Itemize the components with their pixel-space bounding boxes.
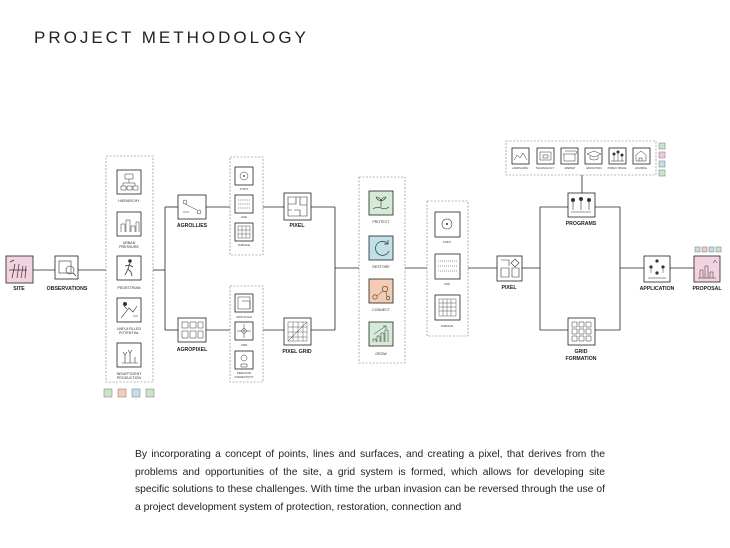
surface-label-top: SURFACE	[237, 244, 251, 247]
landscape-icon	[512, 148, 529, 164]
element-direction-connectivity	[234, 351, 254, 379]
urban-label: URBAN	[122, 241, 136, 245]
market-label: MARKET	[564, 167, 576, 170]
observations-label: OBSERVATIONS	[46, 286, 88, 292]
production-label: PRODUCTION	[116, 376, 142, 380]
unfulfilled-label: UNFULFILLED	[116, 327, 142, 331]
pixel-grid-node	[282, 318, 312, 355]
landscape-label: LANDSCAPE	[512, 167, 528, 170]
education-icon	[585, 148, 602, 164]
element-point-mid	[435, 212, 460, 244]
public-space-label: PUBLIC SPACE	[607, 167, 627, 170]
observation-urban-pressure	[117, 212, 141, 249]
observation-pedestrian	[117, 256, 141, 290]
point-label-top: POINT	[240, 188, 248, 191]
agropixel-label: AGROPIXEL	[176, 347, 208, 353]
technology-label: TECHNOLOGY	[535, 167, 555, 170]
element-grid-scale	[235, 294, 253, 319]
hierarchy-label: HIERARCHY	[118, 199, 140, 203]
site-label: SITE	[13, 286, 25, 292]
agropixel-node	[177, 318, 208, 353]
agrollies-label: AGROLLIES	[176, 223, 208, 229]
pixel-grid-label: PIXEL GRID	[282, 349, 312, 355]
action-connect	[369, 279, 393, 312]
housing-label: HOUSING	[634, 167, 648, 170]
potential-label: POTENTIAL	[119, 331, 139, 335]
grow-label: GROW	[375, 352, 387, 356]
point-label-mid: POINT	[443, 241, 451, 244]
observation-insufficient-production	[117, 343, 143, 380]
technology-icon	[537, 148, 554, 164]
pixel-label-mid: PIXEL	[501, 285, 517, 291]
legend-swatches-left	[104, 389, 154, 397]
surface-label-mid: SURFACE	[440, 325, 454, 328]
site-node	[6, 256, 33, 292]
program-icons	[512, 148, 650, 170]
description-paragraph: By incorporating a concept of points, lines and surfaces, and creating a pixel, that derives from the problems and opportunities of the site, a grid system is formed, which allows for developing site specific solutions to these challenges. With time the urban invasion can be reversed through the use of a project development system of protection, restoration, connection and	[135, 449, 605, 513]
pressure-label: PRESSURE	[119, 245, 139, 249]
proposal-node	[692, 256, 722, 292]
public-space-icon	[609, 148, 626, 164]
proposal-label: PROPOSAL	[692, 286, 722, 292]
page-title: PROJECT METHODOLOGY	[34, 28, 309, 47]
element-surface-mid	[435, 295, 460, 328]
restore-label: RESTORE	[372, 265, 390, 269]
observations-node	[47, 256, 88, 292]
line-label-mid: LINE	[444, 283, 450, 286]
action-restore	[369, 236, 393, 269]
programs-node	[566, 193, 597, 227]
programs-label: PROGRAMS	[565, 221, 597, 227]
market-icon	[561, 148, 578, 164]
legend-swatches-right	[659, 143, 665, 176]
grid-formation-label-2: FORMATION	[565, 356, 597, 362]
protect-label: PROTECT	[372, 220, 390, 224]
grid-label: GRID	[240, 344, 248, 347]
pixel-node-top	[284, 193, 311, 229]
element-point-top	[235, 167, 253, 191]
element-line-top	[235, 195, 253, 219]
observation-hierarchy	[117, 170, 141, 203]
application-node	[640, 256, 675, 292]
application-label: APPLICATION	[639, 286, 675, 292]
pixel-node-mid	[497, 256, 522, 291]
education-label: EDUCATION	[586, 167, 602, 170]
connectivity-label: CONNECTIVITY	[234, 376, 254, 379]
grid-formation-label-1: GRID	[574, 349, 588, 355]
element-line-mid	[435, 254, 460, 286]
line-label-top: LINE	[241, 216, 247, 219]
connect-label: CONNECT	[372, 308, 390, 312]
legend-swatches-proposal	[695, 247, 721, 252]
insufficient-label: INSUFFICIENT	[116, 372, 142, 376]
pedestrian-label: PEDESTRIAN	[117, 286, 141, 290]
grid-scale-label: GRID SCALE	[236, 316, 252, 319]
element-grid	[235, 322, 253, 347]
action-protect	[369, 191, 393, 224]
direction-label: DIRECTION	[236, 372, 252, 375]
action-grow	[369, 322, 393, 356]
element-surface-top	[235, 223, 253, 247]
observation-unfulfilled-potential	[117, 298, 142, 335]
housing-icon	[633, 148, 650, 164]
agrollies-node	[177, 195, 208, 229]
pixel-label-top: PIXEL	[289, 223, 305, 229]
grid-formation-node	[565, 318, 596, 362]
